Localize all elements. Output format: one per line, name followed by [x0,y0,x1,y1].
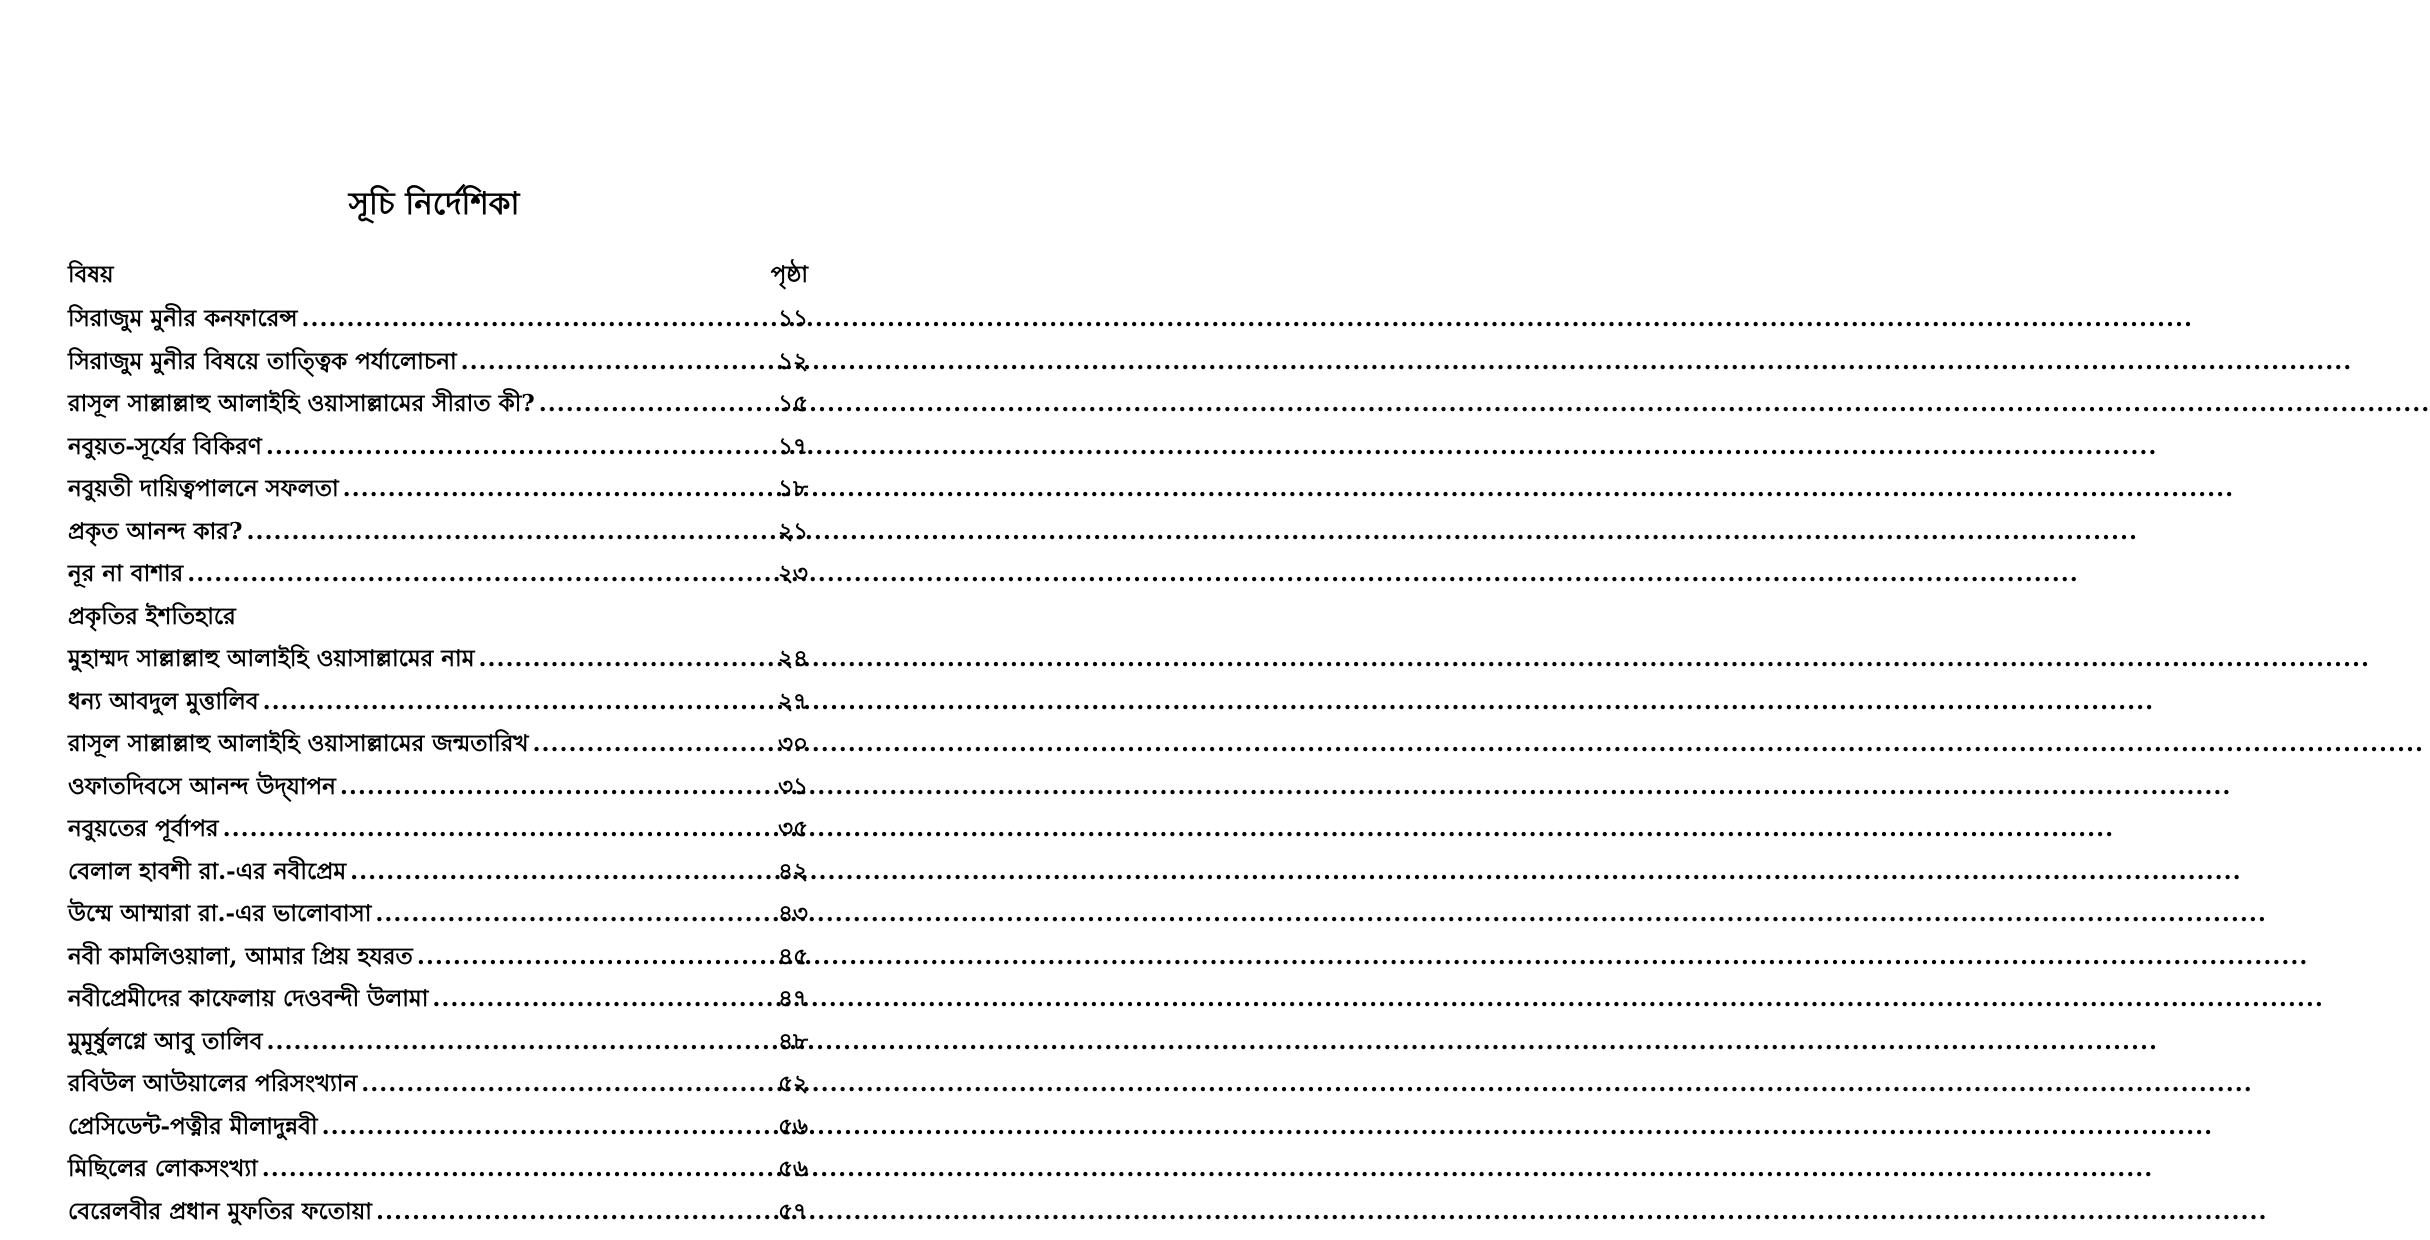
dot-leader [376,1191,774,1234]
toc-entry-title: ধন্য আবদুল মুত্তালিব [68,687,259,715]
toc-entry [68,1106,808,1149]
dot-leader [187,553,774,596]
toc-entry-page: ৩১ [778,772,808,800]
toc-entry [68,723,808,766]
toc-entry [68,808,808,851]
table-of-contents [68,298,808,1233]
toc-entry [68,341,808,384]
toc-entry-page: ৩০ [778,730,808,757]
toc-entry [68,553,808,596]
toc-entry [68,1148,808,1191]
toc-entry-page: ৫৬ [778,1155,808,1182]
subject-column-label: বিষয় [68,261,114,288]
dot-leader [262,1148,774,1191]
toc-entry-title: মুমূর্ষুলগ্নে আবু তালিব [68,1027,263,1055]
toc-entry-page: ৪৮ [778,1027,808,1055]
toc-entry-page: ৫৬ [778,1112,808,1140]
toc-entry-page: ৪৭ [778,985,808,1012]
toc-entry-title: রাসূল সাল্লাল্লাহু আলাইহি ওয়াসাল্লামের সীরাত কী? [68,390,535,417]
toc-entry-page: ৫২ [778,1070,808,1097]
toc-section-heading [68,596,808,639]
toc-entry-page: ২৭ [778,687,808,715]
toc-entry [68,468,808,511]
dot-leader [322,1106,775,1149]
toc-entry [68,511,808,554]
toc-entry-title: মুহাম্মদ সাল্লাল্লাহু আলাইহি ওয়াসাল্লামের নাম [68,645,475,672]
toc-entry-page: ৪৩ [778,900,808,927]
dot-leader [361,1063,774,1106]
toc-entry-page: ১২ [778,347,808,375]
toc-header [68,256,808,294]
page-title: সূচি নির্দেশিকা [348,186,520,222]
toc-entry [68,978,808,1021]
toc-entry-title: সিরাজুম মুনীর কনফারেন্স [68,305,298,332]
dot-leader [350,851,774,894]
toc-entry [68,1191,808,1234]
toc-entry-page: ৪২ [778,857,808,885]
toc-entry-title: সিরাজুম মুনীর বিষয়ে তাত্ত্বিক পর্যালোচনা [68,347,457,375]
toc-entry [68,936,808,979]
toc-entry-title: রবিউল আউয়ালের পরিসংখ্যান [68,1070,358,1097]
toc-entry-title: রাসূল সাল্লাল্লাহু আলাইহি ওয়াসাল্লামের জন্মতারিখ [68,730,529,757]
toc-entry-page: ২১ [778,517,808,545]
toc-entry [68,383,808,426]
document-page [0,0,868,1240]
dot-leader [539,383,774,426]
toc-entry-title: নবী কামলিওয়ালা, আমার প্রিয় হযরত [68,942,413,970]
dot-leader [246,511,774,554]
dot-leader [263,681,775,724]
toc-entry-page: ৪৫ [778,942,808,970]
toc-entry [68,851,808,894]
toc-entry-title: নূর না বাশার [68,560,184,587]
toc-entry-title: প্রকৃতির ইশতিহারে [68,602,236,630]
toc-entry [68,426,808,469]
dot-leader [301,298,774,341]
toc-entry [68,638,808,681]
page-column-label: পৃষ্ঠা [770,261,808,288]
dot-leader [478,638,774,681]
toc-entry-page: ১৮ [778,475,808,502]
dot-leader [375,893,774,936]
toc-entry-page: ৩৫ [778,815,808,842]
toc-entry [68,893,808,936]
toc-entry-title: প্রকৃত আনন্দ কার? [68,517,243,545]
dot-leader [340,766,774,809]
toc-entry-title: বেরেলবীর প্রধান মুফতির ফতোয়া [68,1197,372,1225]
toc-entry-page: ২৪ [778,645,808,672]
toc-entry-title: নবীপ্রেমীদের কাফেলায় দেওবন্দী উলামা [68,985,429,1012]
toc-entry-page: ১৭ [778,432,808,460]
toc-entry-title: প্রেসিডেন্ট-পত্নীর মীলাদুন্নবী [68,1112,318,1140]
toc-entry-title: নবুয়তী দায়িত্বপালনে সফলতা [68,475,339,502]
dot-leader [343,468,775,511]
toc-entry-page: ৫৭ [778,1197,808,1225]
toc-entry [68,1021,808,1064]
dot-leader [417,936,774,979]
toc-entry-title: বেলাল হাবশী রা.-এর নবীপ্রেম [68,857,347,885]
toc-entry-title: উম্মে আম্মারা রা.-এর ভালোবাসা [68,900,372,927]
toc-entry-page: ২৩ [778,560,808,587]
dot-leader [223,808,775,851]
toc-entry [68,298,808,341]
dot-leader [533,723,775,766]
toc-entry-title: মিছিলের লোকসংখ্যা [68,1155,258,1182]
dot-leader [266,426,774,469]
dot-leader [432,978,774,1021]
toc-entry [68,681,808,724]
toc-entry-page: ১৫ [778,390,808,417]
toc-entry-title: নবুয়ত-সূর্যের বিকিরণ [68,432,262,460]
toc-entry-page: ১১ [778,305,808,332]
toc-entry-title: নবুয়তের পূর্বাপর [68,815,219,842]
dot-leader [267,1021,775,1064]
toc-entry-title: ওফাতদিবসে আনন্দ উদ্‌যাপন [68,772,336,800]
toc-entry [68,766,808,809]
dot-leader [461,341,774,384]
toc-entry [68,1063,808,1106]
